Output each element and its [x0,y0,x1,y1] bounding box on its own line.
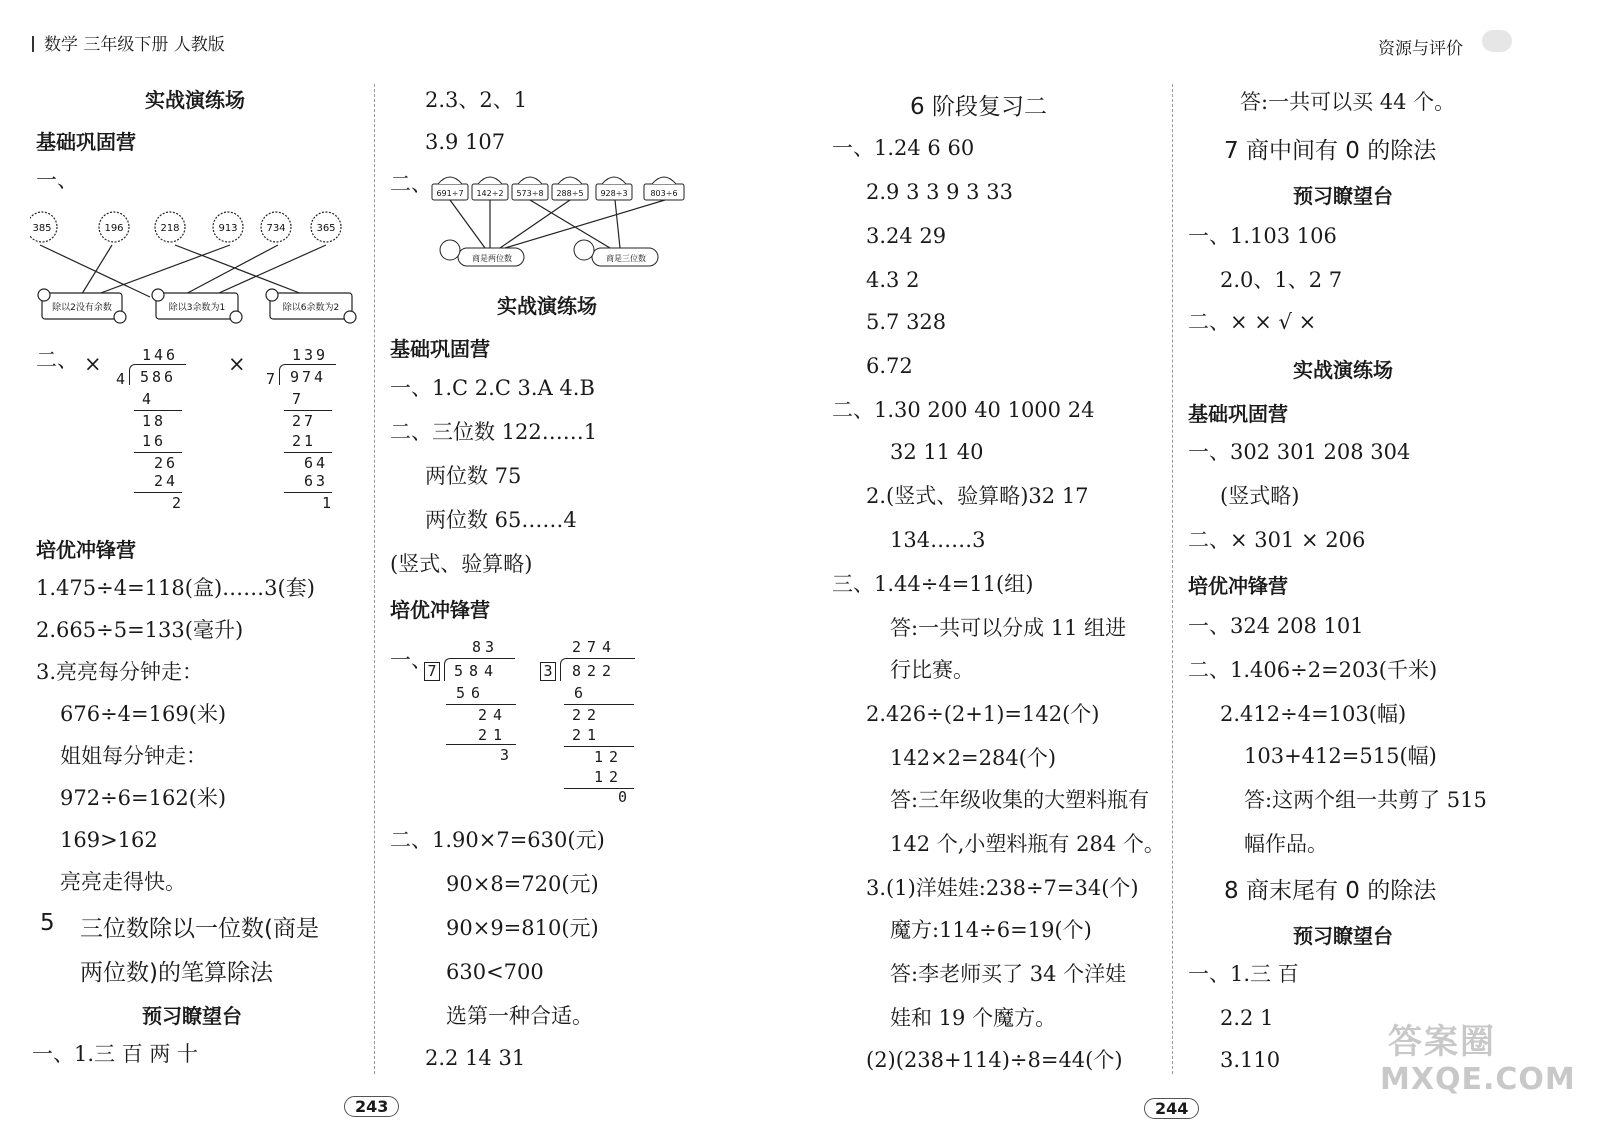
mark-1: × [84,352,102,376]
answer-line: 169>162 [60,828,158,852]
answer-line: 二、1.30 200 40 1000 24 [832,398,1095,422]
divisor: 4 [116,370,126,388]
answer-line: 2.412÷4=103(幅) [1220,702,1407,726]
rule [446,744,516,745]
answer-line: 答:李老师买了 34 个洋娃 [890,962,1127,986]
chapter-title: 7 商中间有 0 的除法 [1224,138,1437,164]
step: 21 [478,726,509,744]
answer-line: 2.9 3 3 9 3 33 [866,180,1013,204]
answer-line: 选第一种合适。 [446,1004,593,1028]
remainder: 1 [322,494,332,512]
item-label: 一、 [390,648,432,672]
long-division-3 [424,638,534,768]
answer-line: 两位数 75 [425,464,522,488]
answer-line: 3.9 107 [425,130,506,154]
page-number-left: 243 [344,1096,399,1117]
bubble-5: 734 [266,223,286,234]
step: 27 [292,412,317,430]
step: 22 [572,706,603,724]
long-division-2 [266,346,346,516]
column-divider-right-page [1172,84,1173,1074]
answer-line: 4.3 2 [866,268,920,292]
dividend: 822 [572,662,618,680]
chapter-number: 5 [40,910,55,936]
answer-line: 134……3 [890,528,986,552]
book-title: 数学 三年级下册 人教版 [44,35,225,55]
answer-line: 答:三年级收集的大塑料瓶有 [890,788,1150,812]
header-logo [1482,30,1512,52]
answer-line: 答:一共可以分成 11 组进 [890,616,1127,640]
rule [134,410,182,411]
answer-line: 一、1.三 百 [1188,962,1299,986]
step: 21 [292,432,317,450]
chapter-title-line1: 三位数除以一位数(商是 [80,916,319,942]
preview-title: 预习瞭望台 [142,1004,242,1028]
practice-title: 实战演练场 [145,88,245,112]
rule [284,410,332,411]
answer-line: 3.110 [1220,1048,1281,1072]
answer-line: 一、1.24 6 60 [832,136,975,160]
quotient-digit: 274 [572,638,618,656]
matching-diagram [30,205,360,335]
divisor-box: 7 [424,662,440,681]
quotient-digit: 83 [472,638,499,656]
divisor-box: 3 [540,662,556,681]
answer-line: 二、1.406÷2=203(千米) [1188,658,1438,682]
answer-line: 二、× 301 × 206 [1188,528,1366,552]
box-3: 除以6余数为2 [282,303,340,313]
chapter-title: 8 商末尾有 0 的除法 [1224,878,1437,904]
answer-line: (竖式略) [1220,484,1300,508]
bubble-3: 218 [160,223,180,234]
item-label: 一、 [36,168,78,192]
rule [564,704,634,705]
answer-line: 2.2 14 31 [425,1046,526,1070]
card-2: 142÷2 [476,189,504,198]
answer-line: 103+412=515(幅) [1244,744,1437,768]
practice-title: 实战演练场 [497,294,597,318]
answer-line: 2.426÷(2+1)=142(个) [866,702,1100,726]
step: 21 [572,726,603,744]
step: 12 [594,768,625,786]
basic-section: 基础巩固营 [390,337,490,361]
step: 18 [142,412,167,430]
answer-line: 972÷6=162(米) [60,786,227,810]
answer-line: 2.2 1 [1220,1006,1274,1030]
rule [134,492,182,493]
rule [134,452,182,453]
answer-line: 142×2=284(个) [890,746,1057,770]
answer-line: 2.(竖式、验算略)32 17 [866,484,1089,508]
advanced-section: 培优冲锋营 [390,598,490,622]
step: 24 [154,472,179,490]
step: 7 [292,390,302,408]
answer-line: 一、324 208 101 [1188,614,1364,638]
bubble-6: 365 [316,223,336,234]
answer-line: 娃和 19 个魔方。 [890,1006,1057,1030]
bubble-2: 196 [104,223,124,234]
answer-line: 90×8=720(元) [446,872,599,896]
answer-line: 676÷4=169(米) [60,702,227,726]
card-6: 803÷6 [650,189,678,198]
rule [446,704,516,705]
basic-section: 基础巩固营 [1188,402,1288,426]
answer-line: 两位数 65……4 [425,508,577,532]
step: 56 [456,684,487,702]
answer-line: 幅作品。 [1244,832,1328,856]
chapter-title: 6 阶段复习二 [910,94,1047,120]
step: 6 [574,684,584,702]
preview-title: 预习瞭望台 [1293,924,1393,948]
practice-title: 实战演练场 [1293,358,1393,382]
step: 12 [594,748,625,766]
advanced-section: 培优冲锋营 [36,538,136,562]
answer-line: 2.0、1、2 7 [1220,268,1343,292]
label-three-digit: 商是三位数 [606,254,646,263]
answer-line: 3.亮亮每分钟走： [36,660,204,684]
answer-line: 答:这两个组一共剪了 515 [1244,788,1487,812]
answer-line: 3.24 29 [866,224,947,248]
bubble-1: 385 [32,223,52,234]
rule [284,452,332,453]
chapter-title-line2: 两位数)的笔算除法 [80,960,273,986]
box-1: 除以2没有余数 [52,303,112,313]
answer-line: 行比赛。 [890,658,974,682]
card-5: 928÷3 [600,189,628,198]
answer-line: 一、302 301 208 304 [1188,440,1411,464]
advanced-section: 培优冲锋营 [1188,574,1288,598]
bubble-4: 913 [218,223,238,234]
matching-diagram-2 [430,168,700,278]
answer-line: 5.7 328 [866,310,947,334]
header-right: 资源与评价 [1378,39,1463,59]
answer-line: 2.665÷5=133(毫升) [36,618,244,642]
page-number-right: 244 [1144,1098,1199,1119]
answer-line: 一、1.103 106 [1188,224,1337,248]
rule [564,746,634,747]
column-divider-left-page [374,84,375,1074]
answer-line: 32 11 40 [890,440,984,464]
answer-line: 姐姐每分钟走： [60,744,207,768]
answer-line: 630<700 [446,960,544,984]
item-label-er: 二、 [390,172,432,196]
divisor: 7 [266,370,276,388]
dividend: 586 [140,368,177,386]
long-division-4 [540,638,650,808]
step: 26 [154,454,179,472]
card-1: 691÷7 [436,189,464,198]
answer-line: 一、1.C 2.C 3.A 4.B [390,376,595,400]
item-label-er: 二、 [36,348,78,372]
step: 4 [142,390,152,408]
answer-line: 3.(1)洋娃娃:238÷7=34(个) [866,876,1139,900]
step: 24 [478,706,509,724]
answer-line: 一、1.三 百 两 十 [32,1042,199,1066]
dividend: 974 [290,368,327,386]
answer-line: 90×9=810(元) [446,916,599,940]
answer-line: 142 个,小塑料瓶有 284 个。 [890,832,1165,856]
answer-line: 亮亮走得快。 [60,870,186,894]
rule [284,492,332,493]
watermark-logo: 答案圈 [1388,1022,1496,1062]
long-division-1 [116,346,196,516]
card-4: 288÷5 [556,189,584,198]
header-left [32,30,225,55]
watermark-url: MXQE.COM [1380,1062,1576,1097]
basic-section: 基础巩固营 [36,130,136,154]
remainder: 3 [500,746,510,764]
remainder: 2 [172,494,182,512]
answer-line: 二、× × √ × [1188,310,1317,334]
answer-line: (竖式、验算略) [390,552,533,576]
answer-line: (2)(238+114)÷8=44(个) [866,1048,1123,1072]
label-two-digit: 商是两位数 [472,254,512,263]
answer-line: 1.475÷4=118(盒)……3(套) [36,576,315,600]
answer-line: 答:一共可以买 44 个。 [1240,90,1456,114]
box-2: 除以3余数为1 [168,303,226,313]
dividend: 584 [454,662,500,680]
header-bar [32,36,34,52]
answer-line: 魔方:114÷6=19(个) [890,918,1092,942]
card-3: 573÷8 [516,189,544,198]
answer-line: 2.3、2、1 [425,88,528,112]
answer-line: 二、1.90×7=630(元) [390,828,605,852]
quotient: 139 [292,346,329,364]
preview-title: 预习瞭望台 [1293,184,1393,208]
answer-line: 三、1.44÷4=11(组) [832,572,1034,596]
answer-line: 6.72 [866,354,913,378]
quotient: 146 [142,346,179,364]
step: 64 [304,454,329,472]
answer-line: 二、三位数 122……1 [390,420,598,444]
remainder: 0 [618,788,628,806]
step: 16 [142,432,167,450]
mark-2: × [228,352,246,376]
step: 63 [304,472,329,490]
